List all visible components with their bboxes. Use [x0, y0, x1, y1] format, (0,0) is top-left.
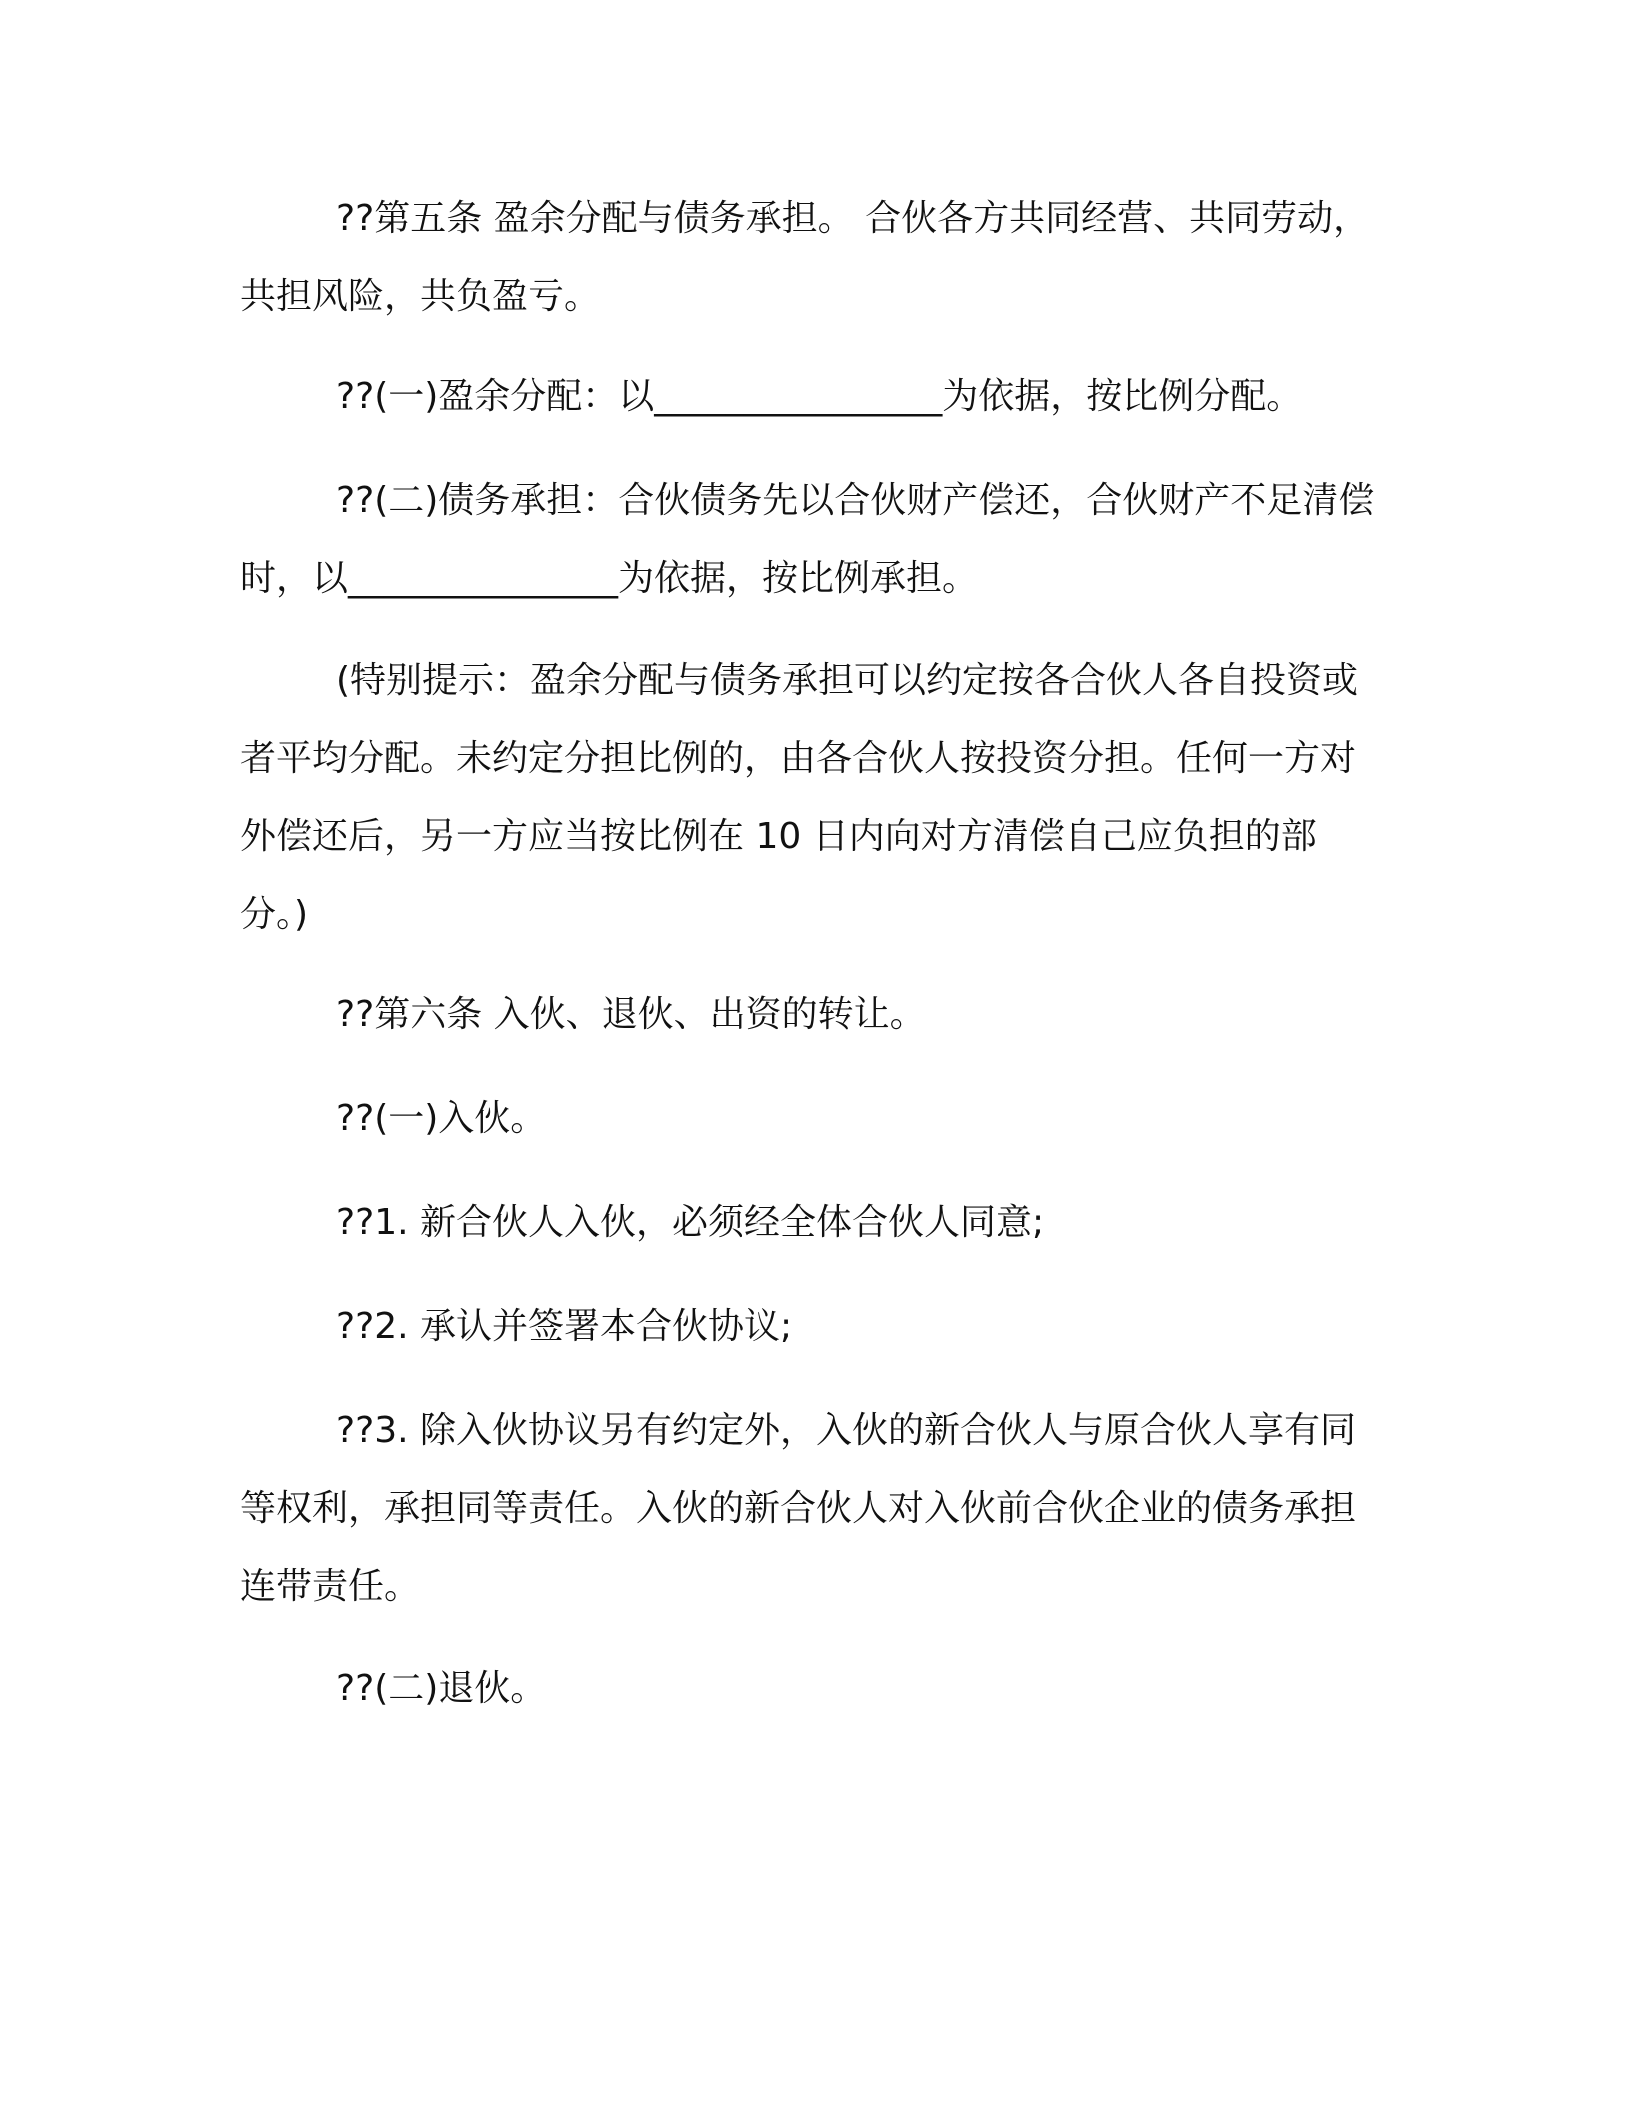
article-6-heading-paragraph: ??第六条 入伙、退伙、出资的转让。: [336, 994, 926, 1035]
admission-item-1-paragraph: ??1. 新合伙人入伙，必须经全体合伙人同意;: [336, 1202, 1045, 1243]
withdrawal-heading-paragraph: ??(二)退伙。: [336, 1668, 547, 1709]
debt-bearing-paragraph: ??(二)债务承担：合伙债务先以合伙财产偿还，合伙财产不足清偿时，以_______________为依据，按比例承担。: [240, 480, 1375, 599]
special-note-paragraph: (特别提示：盈余分配与债务承担可以约定按各合伙人各自投资或者平均分配。未约定分担比例的，由各合伙人按投资分担。任何一方对外偿还后，另一方应当按比例在 10 日内向对方清偿自己应负担的部分。): [240, 660, 1359, 935]
article-5-heading-paragraph: ??第五条 盈余分配与债务承担。 合伙各方共同经营、共同劳动，共担风险，共负盈亏。: [240, 198, 1370, 317]
admission-heading-paragraph: ??(一)入伙。: [336, 1098, 547, 1139]
profit-distribution-paragraph: ??(一)盈余分配：以________________为依据，按比例分配。: [336, 376, 1303, 417]
admission-item-3-paragraph: ??3. 除入伙协议另有约定外，入伙的新合伙人与原合伙人享有同等权利，承担同等责任。入伙的新合伙人对入伙前合伙企业的债务承担连带责任。: [240, 1410, 1357, 1607]
admission-item-2-paragraph: ??2. 承认并签署本合伙协议;: [336, 1306, 793, 1347]
